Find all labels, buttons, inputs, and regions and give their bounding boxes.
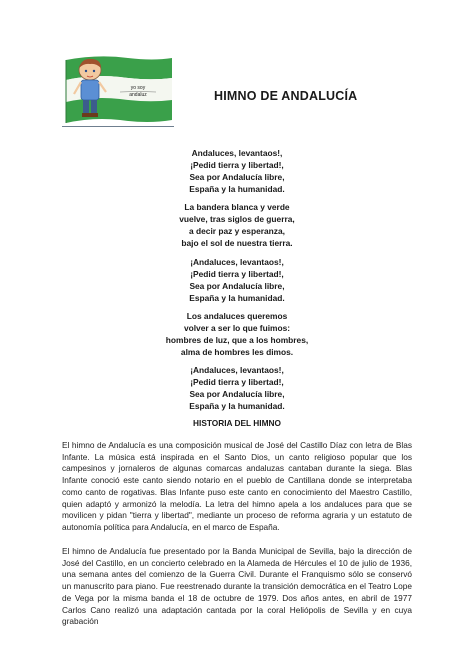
poem-line: bajo el sol de nuestra tierra. [181, 238, 293, 248]
poem-line: vuelve, tras siglos de guerra, [179, 214, 295, 224]
poem-line: ¡Andaluces, levantaos!, [190, 365, 284, 375]
poem-stanza-5 [0, 364, 474, 412]
poem-line: hombres de luz, que a los hombres, [165, 335, 309, 345]
history-heading: HISTORIA DEL HIMNO [193, 418, 281, 428]
poem-line: ¡Pedid tierra y libertad!, [190, 160, 284, 170]
poem-stanza-3 [0, 256, 474, 304]
poem-line: a decir paz y esperanza, [189, 226, 285, 236]
poem-line: Sea por Andalucía libre, [189, 389, 285, 399]
logo-divider [62, 126, 174, 127]
poem-line: España y la humanidad. [189, 184, 285, 194]
poem-stanza-2 [0, 201, 474, 249]
page-title: HIMNO DE ANDALUCÍA [214, 89, 358, 103]
poem-line: Los andaluces queremos [186, 311, 288, 321]
flag-text-line-2: andaluz [129, 92, 147, 98]
history-paragraph-1: El himno de Andalucía es una composición musical de José del Castillo Díaz con letra de Blas Infante. La música está inspirada en el Santo Dios, un canto religioso popular que los campesinos y jornaleros de algunas comarcas andaluzas cantaban durante la siega. Blas Infante conoció este canto siendo notario en el pueblo de Cantillana donde se interpretaba como canto de rogativas. Blas Infante puso este canto en conocimiento del Maestro Castillo, quien adaptó y armonizó la melodía. La letra del himno apela a los andaluces para que se movilicen y pidan "tierra y libertad", mediante un proceso de reforma agraria y un estatuto de autonomía política para Andalucía, en el marco de España. [62, 440, 412, 532]
poem-line: La bandera blanca y verde [184, 202, 290, 212]
poem-line: ¡Andaluces, levantaos!, [190, 257, 284, 267]
flag-green-bottom-stripe [66, 98, 172, 123]
poem-stanza-1 [0, 147, 474, 195]
poem-line: ¡Pedid tierra y libertad!, [190, 377, 284, 387]
poem-line: Sea por Andalucía libre, [189, 172, 285, 182]
poem-line: España y la humanidad. [189, 293, 285, 303]
poem-line: ¡Pedid tierra y libertad!, [190, 269, 284, 279]
poem-stanza-4 [0, 310, 474, 358]
andalucia-flag-drawing [58, 50, 176, 130]
poem-line: Sea por Andalucía libre, [189, 281, 285, 291]
flag-text-line-1: yo soy [130, 85, 146, 91]
poem-line: Andaluces, levantaos!, [191, 148, 283, 158]
history-paragraph-2: El himno de Andalucía fue presentado por la Banda Municipal de Sevilla, bajo la dirección de José del Castillo, en un concierto celebrado en la Alameda de Hércules el 10 de julio de 1936, una semana antes del comienzo de la Guerra Civil. Durante el Franquismo sólo se conservó un manuscrito para piano. Fue reestrenado durante la transición democrática en el Teatro Lope de Vega por la misma banda el 18 de octubre de 1979. Dos años antes, en abril de 1977 Carlos Cano realizó una adaptación cantada por la coral Heliópolis de Sevilla y en cuya grabación [62, 546, 412, 627]
poem-line: alma de hombres les dimos. [180, 347, 294, 357]
poem-line: volver a ser lo que fuimos: [183, 323, 291, 333]
poem-line: España y la humanidad. [189, 401, 285, 411]
